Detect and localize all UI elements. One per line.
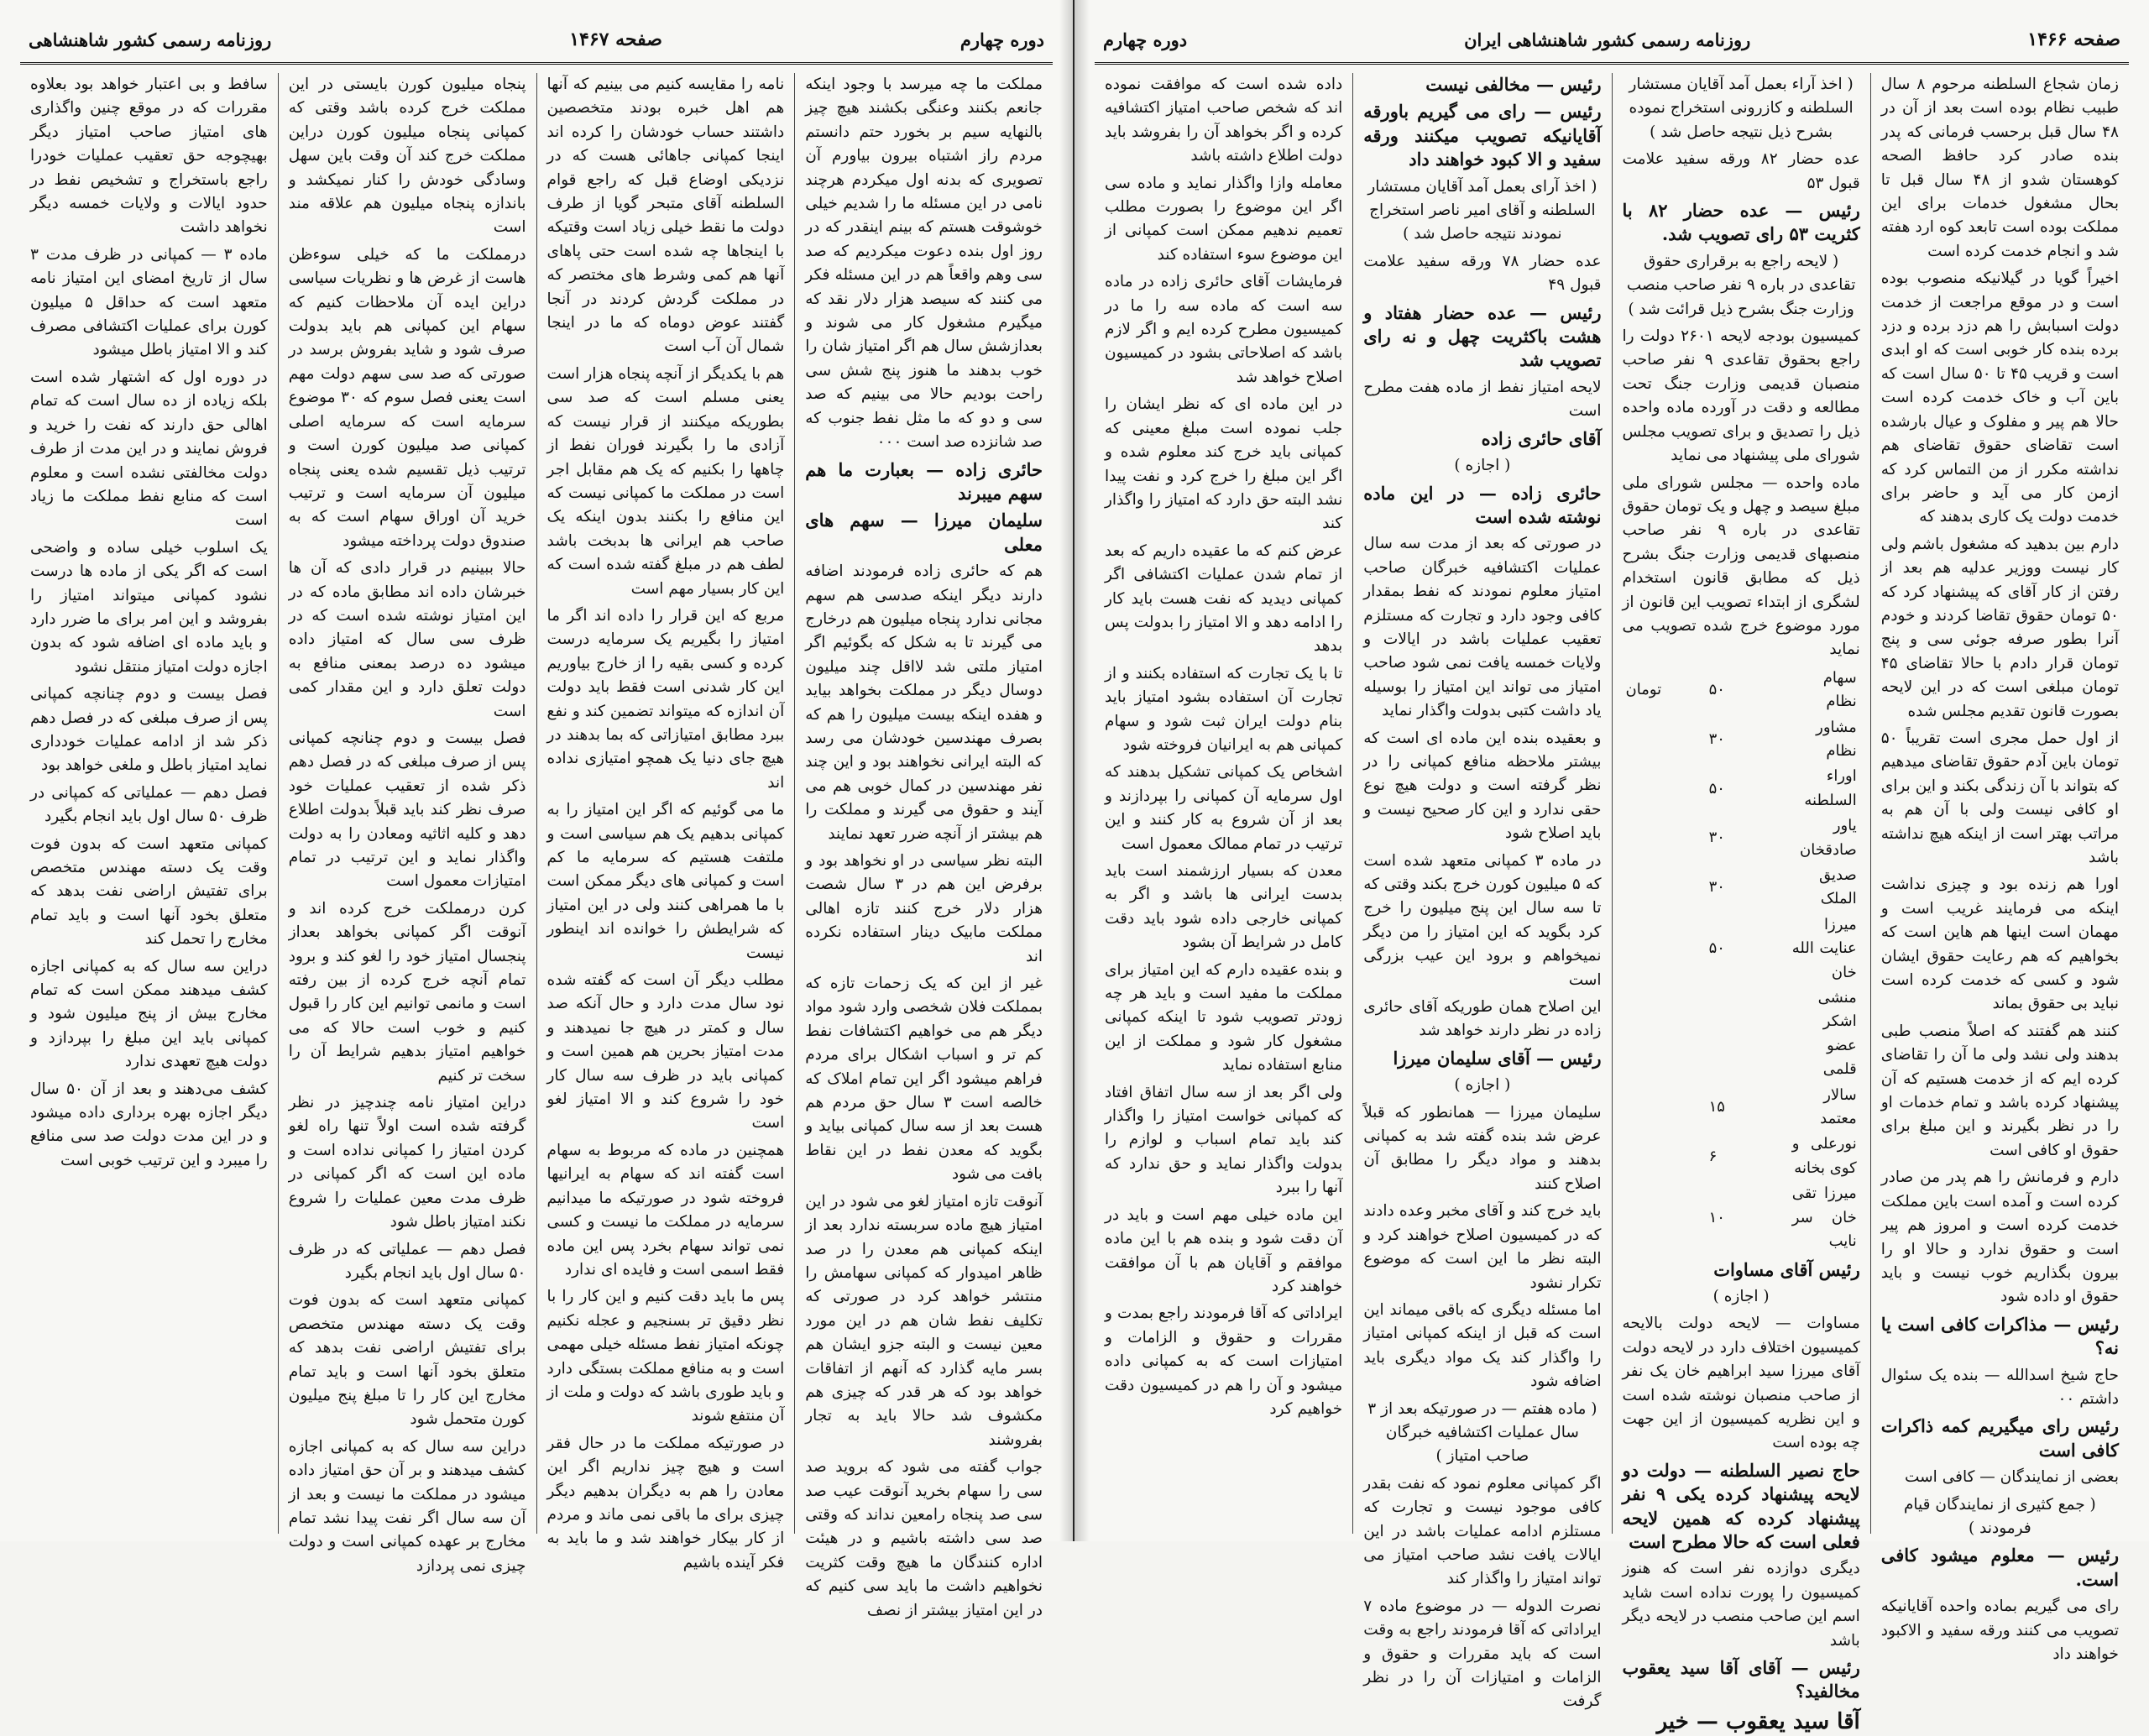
table-cell-value [1623, 764, 1706, 813]
speaker-line: رئیس — مذاکرات کافی است یا نه؟ [1880, 1313, 2119, 1359]
paragraph: فصل بیست و دوم چنانچه کمپانی پس از صرف مبلغی که در فصل دهم ذکر شد از ادامه عملیات خودداری نماید امتیاز باطل و ملغی خواهد بود [30, 685, 268, 775]
paragraph: اخیراً گویا در گیلانیکه منصوب بوده است و در موقع مراجعت از خدمت دولت اسبابش را هم دزد برده و دزد برده بنده کار خوبی است که او ابدی است و قریب ۴۵ تا ۵۰ سال است که باین آب و خاک خدمت کرده است حالا هم پیر و مفلوک و عیال بارشده است تقاضای حقوق تقاضای هم نداشته مکرر از من التماس کرد که ازمن کار می آید و حاضر برای خدمت دولت یک کاری بدهند که [1880, 269, 2119, 526]
paragraph: فرمایشات آقای حائری زاده در ماده سه است که ماده سه را ما در کمیسیون مطرح کرده ایم و اگر لازم باشد که اصلاحاتی بشود در کمیسیون اصلاح خواهد شد [1105, 273, 1343, 386]
left-page [0, 0, 1074, 1619]
paragraph: ما می گوئیم که اگر این امتیاز را به کمپانی بدهیم یک هم سیاسی است و ملتفت هستیم که سرمایه ما کم است و کمپانی های دیگر ممکن است با ما همراهی کنند ولی در این امتیاز که شرایطش را خوانده اند اینطور نیست [546, 801, 785, 962]
paragraph: درمملکت ما که خیلی سوءظن هاست از غرض ها و نظریات سیاسی دراین ایده آن ملاحظات کنیم که سهام این کمپانی هم باید بدولت صرف شود و شاید بفروش برسد در صورتی که صد سی سهم دولت مهم است یعنی فصل سوم که ۳۰ موضوع سرمایه است که سرمایه اصلی کمپانی صد میلیون کورن است و ترتیب ذیل تقسیم شده یعنی پنجاه میلیون آن سرمایه است و ترتیب خرید آن اوراق سهام است که به صندوق دولت پرداخته میشود [288, 245, 526, 550]
paragraph: عرض کنم که ما عقیده داریم که بعد از تمام شدن عملیات اکتشافی اگر کمپانی دیدید که نفت هست باید کار را ادامه دهد و الا امتیاز را بدولت پس بدهد [1105, 541, 1343, 656]
paragraph: بعضی از نمایندگان — کافی است [1905, 1468, 2119, 1487]
table-cell-value: ۵۰ [1708, 779, 1725, 797]
paragraph: رای می گیریم بماده واحده آقایانیکه تصویب می کنند ورقه سفید و الاکبود خواهند داد [1880, 1597, 2119, 1663]
paragraph: کمپانی متعهد است که بدون فوت وقت یک دسته مهندس متخصص برای تفتیش اراضی نفت بدهد که متعلق بخود آنها است و باید تمام مخارج این کار را تا مبلغ پنج میلیون کورن متحمل شود [288, 1291, 526, 1429]
paragraph: اورا هم زنده بود و چیزی نداشت اینکه می فرمایند غریب است و مهمان است اینها هم هاین است که بخواهیم که هم رعایت حقوق ایشان شود و کسی که خدمت کرده است نباید بی حقوق بماند [1880, 876, 2119, 1013]
paragraph: همچنین در ماده که مربوط به سهام است گفته اند که سهام به ایرانیها فروخته شود در صورتیکه ما میدانیم سرمایه در مملکت ما نیست و کسی نمی تواند سهام بخرد پس این ماده فقط اسمی است و فایده ای ندارد [546, 1141, 785, 1278]
parenthetical-note: ( اخذ آراء بعمل آمد آقایان مستشار السلطنه و کازرونی استخراج نموده بشرح ذیل نتیجه حاصل شد ) [1629, 76, 1854, 141]
table-cell-value [1623, 813, 1706, 863]
table-row [1623, 715, 1860, 765]
left-newspaper-title: روزنامه رسمی کشور شاهنشاهی [29, 29, 272, 50]
right-newspaper-title: روزنامه رسمی کشور شاهنشاهی ایران [1464, 29, 1751, 50]
right-columns [1095, 73, 2129, 1734]
paragraph: کشف می‌دهند و بعد از آن ۵۰ سال دیگر اجازه بهره برداری داده میشود و در این مدت دولت صد سی منافع را میبرد و این ترتیب خوبی است [30, 1080, 268, 1169]
parenthetical-note: ( ماده هفتم — در صورتیکه بعد از ۳ سال عملیات اکتشافیه خبرگان صاحب امتیاز ) [1367, 1399, 1597, 1466]
paragraph: پنجاه میلیون کورن بایستی در این مملکت خرج کرده باشد وقتی که کمپانی پنجاه میلیون کورن دراین مملکت خرج کند آن وقت باین سهل وسادگی خودش را کنار نمیکشد و باندازه پنجاه میلیون هم علاقه مند است [288, 76, 526, 237]
paragraph: معامله وازا واگذار نماید و ماده سی اگر این موضوع را بصورت مطلب تعمیم ندهیم ممکن است کمپانی از این موضوع سوء استفاده کند [1105, 174, 1343, 264]
paragraph: و بنده عقیده دارم که این امتیاز برای مملکت ما مفید است و باید هر چه زودتر تصویب شود تا اینکه کمپانی مشغول کار شود و مملکت از این منابع استفاده نماید [1105, 960, 1343, 1075]
paragraph: مطلب دیگر آن است که گفته شده نود سال مدت دارد و حال آنکه صد سال و کمتر در هیچ جا نمیدهند و مدت امتیاز بحرین هم همین است و کمپانی باید در ظرف سه سال کار خود را شروع کند و الا امتیاز لغو است [546, 971, 785, 1132]
table-cell-value [1623, 1181, 1706, 1254]
table-cell-value: تومان [1625, 680, 1662, 698]
speaker-line: حائری زاده — بعبارت ما هم سهم میبرند [805, 458, 1043, 504]
table-cell-value [1623, 912, 1706, 986]
paragraph: هم که حائری زاده فرمودند اضافه دارند دیگر اینکه صدسی هم سهم مجانی ندارد پنجاه میلیون هم درخارج می گیرند تا به شکل که بگوئیم اگر امتیاز ملتی شد لااقل چند میلیون دوسال دیگر در مملکت بخواهد بیاید و هفده اینکه بیست میلیون را هم که بصرف مهندسین خودشان می رسد که البته ایرانی نخواهند بود و این چند نفر مهندسین در کمال خوبی هم می آیند و حقوق می گیرند و مملکت را هم بیشتر از آنچه ضرر تعهد نمایند [805, 562, 1043, 843]
left-page-number: صفحه ۱۴۶۷ [569, 29, 662, 50]
paragraph: ولی اگر بعد از سه سال اتفاق افتاد که کمپانی خواست امتیاز را واگذار کند باید تمام اسباب و لوازم را بدولت واگذار نماید و حق ندارد که آنها را ببرد [1105, 1083, 1343, 1197]
table-row [1623, 912, 1860, 986]
paragraph: دارم و فرمانش را هم پدر من صادر کرده است و آمده است باین مملکت خدمت کرده است و امروز هم پیر است و حقوق ندارد و حالا او را بیرون بگذاریم خوب نیست و باید حقوق او داده شود [1880, 1169, 2119, 1306]
paragraph: البته نظر سیاسی در او نخواهد بود و برفرض این هم در ۳ سال شصت هزار دلار خرج کنند تازه اهالی مملکت مابیک دینار استفاده نکرده اند [805, 852, 1043, 965]
table-row [1623, 1083, 1860, 1132]
left-page-header [20, 17, 1053, 65]
paragraph: نصرت الدوله — در موضوع ماده ۷ ایراداتی که آقا فرمودند راجع به وقت است که باید مقررات و حقوق و الزامات و امتیازات آن را در نظر گرفت [1363, 1597, 1602, 1711]
paragraph: فصل دهم — عملیاتی که کمپانی در ظرف ۵۰ سال اول باید انجام بگیرد [30, 783, 268, 826]
paragraph: در دوره اول که اشتهار شده است بلکه زیاده از ده سال است که تمام اهالی حق دارند که نفت را خرید و فروش نمایند و در این مدت از طرف دولت مخالفتی نشده است و معلوم است که منابع نفط مملکت ما زیاد است [30, 368, 268, 530]
paragraph: کمپانی متعهد است که بدون فوت وقت یک دسته مهندس متخصص برای تفتیش اراضی نفت بدهد که متعلق بخود آنها است و باید تمام مخارج را تحمل کند [30, 834, 268, 949]
right-page-header [1095, 17, 2129, 65]
table-cell-value [1623, 863, 1706, 912]
table-cell-value [1623, 986, 1706, 1083]
paragraph: دراین امتیاز نامه چندچیز در نظر گرفته شده است اولاً تنها راه لغو کردن امتیاز را کمپانی نداده است و ماده این است که اگر کمپانی در ظرف مدت معین عملیات را شروع نکند امتیاز باطل شود [288, 1094, 526, 1231]
left-columns [20, 73, 1053, 1619]
paragraph: اما مسئله دیگری که باقی میماند این است که قبل از اینکه کمپانی امتیاز را واگذار کند یک مواد دیگری باید اضافه شود [1363, 1300, 1602, 1391]
right-edition-label: دوره چهارم [1103, 29, 1188, 50]
paragraph: و بعقیده بنده این ماده ای است که بیشتر ملاحظه منافع کمپانی را در نظر گرفته است و دولت هیچ نوع حقی ندارد و این کار صحیح نیست و باید اصلاح شود [1363, 729, 1602, 843]
paragraph: تا با یک تجارت که استفاده بکنند و از تجارت آن استفاده بشود امتیاز باید بنام دولت ایران ثبت شود و سهام کمپانی هم به ایرانیان فروخته شود [1105, 664, 1343, 754]
table-cell-name: سهام نظام [1822, 668, 1857, 711]
table-cell-value: ۶ [1708, 1147, 1718, 1165]
parenthetical-note: ( اجازه ) [1454, 457, 1511, 475]
table-row [1623, 666, 1860, 715]
paragraph: اشخاص یک کمپانی تشکیل بدهند که اول سرمایه آن کمپانی را بپردازند و بعد از آن شروع به کار کنند و این ترتیب در تمام ممالک معمول است [1105, 763, 1343, 853]
speaker-line: رئیس — عده حضار هفتاد و هشت باکثریت چهل و نه رای تصویب شد [1363, 301, 1602, 371]
speaker-line: رئیس — آقای آقا سید یعقوب مخالفید؟ [1622, 1657, 1860, 1702]
table-row [1623, 1132, 1860, 1181]
paragraph: این ماده خیلی مهم است و باید در آن دقت شود و بنده هم با این ماده موافقم و آقایان هم با آن موافقت خواهند کرد [1105, 1205, 1343, 1295]
table-cell-name: صدیق الملک [1818, 866, 1857, 908]
right-column-3 [1352, 73, 1611, 1711]
paragraph: دراین سه سال که به کمپانی اجازه کشف میدهند ممکن است که تمام مخارج بیش از پنج میلیون شود و کمپانی باید این مبلغ را بپردازد و دولت هیچ تعهدی ندارد [30, 957, 268, 1071]
paragraph: کنند هم گفتند که اصلاً منصب طبی بدهند ولی نشد ولی ما آن را تقاضای کرده ایم که از خدمت هستیم که آن پیشنهاد کرده باشد و تمام خدمات او را در نظر بگیرند و این مبلغ برای حقوق او کافی است [1880, 1022, 2119, 1159]
paragraph: در صورتی که بعد از مدت سه سال عملیات اکتشافیه خبرگان صاحب امتیاز معلوم نمودند که نفط بمقدار کافی وجود دارد و تجارت که مستلزم تعقیب عملیات باشد در ایالات و ولایات خمسه یافت نمی شود صاحب امتیاز می تواند این امتیاز را بوسیله یاد داشت کتبی بدولت واگذار نماید [1363, 535, 1602, 720]
right-page [1074, 0, 2149, 1734]
paragraph: این اصلاح همان طوریکه آقای حائری زاده در نظر دارند خواهد شد [1363, 998, 1602, 1040]
right-column-1 [1870, 73, 2129, 1663]
parenthetical-note: ( اجازه ) [1454, 1076, 1511, 1095]
pension-table [1623, 666, 1860, 1255]
speaker-line: حاج نصیر السلطنه — دولت دو لایحه پیشنهاد کرده یکی ۹ نفر پیشنهاد کرده که همین لایحه فعلی است که حالا مطرح است [1622, 1459, 1860, 1552]
table-cell-name: اوراء السلطنه [1804, 767, 1857, 809]
paragraph: در صورتیکه مملکت ما در حال فقر است و هیچ چیز نداریم اگر این معادن را هم به دیگران بدهیم دیگر چیزی برای ما باقی نمی ماند و مردم از کار بیکار خواهند شد و ما باید به فکر آینده باشیم [546, 1434, 785, 1571]
paragraph: فصل بیست و دوم چنانچه کمپانی پس از صرف مبلغی که در فصل دهم ذکر شده از تعقیب عملیات خود صرف نظر کند باید قبلاً بدولت اطلاع دهد و کلیه اثاثیه ومعادن را به دولت واگذار نماید و این ترتیب در تمام امتیازات معمول است [288, 729, 526, 891]
paragraph: ماده واحده — مجلس شورای ملی مبلغ سیصد و چهل و یک تومان حقوق تقاعدی در باره ۹ نفر صاحب منصبهای قدیمی وزارت جنگ بشرح ذیل که مطابق قانون استخدام لشگری از ابتداء تصویب این قانون از مورد موضوع خرج شده تصویب می نماید [1622, 473, 1860, 659]
paragraph: فصل دهم — عملیاتی که در ظرف ۵۰ سال اول باید انجام بگیرد [288, 1240, 526, 1282]
paragraph: ایراداتی که آقا فرمودند راجع بمدت و مقررات و حقوق و الزامات و امتیازات است که به کمپانی داده میشود و آن را هم در کمیسیون دقت خواهیم کرد [1105, 1305, 1343, 1418]
table-cell-name: مشاور نظام [1816, 718, 1857, 760]
paragraph: داده شده است که موافقت نموده اند که شخص صاحب امتیاز اکتشافیه کرده و اگر بخواهد آن را بفروشد باید دولت اطلاع داشته باشد [1105, 76, 1343, 165]
paragraph: دارم بین بدهید که مشغول باشم ولی کار نیست ووزیر عدلیه هم بعد از رفتن از کار آقای که پیشنهاد کرد که ۵۰ تومان حقوق تقاضا کردند و خودم آنرا بطور صرفه جوئی سی و پنج تومان قرار دادم با حالا تقاضای ۴۵ تومان مبلغی است که در این لایحه بصورت قانون تقدیم مجلس شده [1880, 535, 2119, 720]
paragraph: دیگری دوازده نفر است که هنوز کمیسیون را پورت نداده است شاید اسم این صاحب منصب در لایحه دیگر باشد [1622, 1560, 1860, 1650]
paragraph: عده حضار ۷۸ ورقه سفید علامت قبول ۴۹ [1363, 252, 1602, 295]
paragraph: هم با یکدیگر از آنچه پنجاه هزار است یعنی مسلم است که صد سی بطوریکه میکنند از قرار نیست که آزادی ما را بگیرند فوران نفط از چاهها را بکنیم که یک هم مقابل اجر است در مملکت ما کمپانی نیست که این منافع را بکنند بدون اینکه یک صاحب هم ایرانی ها بدبخت باشد لطف هم در مبلغ گفته شده است که این کار بسیار مهم است [546, 364, 785, 598]
paragraph: آنوقت تازه امتیاز لغو می شود در این امتیاز هیچ ماده سربسته ندارد بعد از اینکه کمپانی هم معدن را در صد ظاهر امیدوار که کمپانی سهامش را منتشر خواهد کرد در صورتی که تکلیف نفط شان هم در این مورد معین نیست و البته جزو ایشان هم بسر مایه گذارد که آنهم از اتفاقات خواهد بود که هر قدر که چیزی هم مکشوف شد حالا باید به تجار بفروشند [805, 1192, 1043, 1449]
paragraph: نامه را مقایسه کنیم می بینیم که آنها هم اهل خبره بودند متخصصین داشتند حساب خودشان را کرده اند اینجا کمپانی جاهائی هست که در نزدیکی اوضاع قبل که راجع قوام السلطنه آقای متبحر گویا از طرف دولت ما نقط خیلی زیاد است وقتیکه با اینجاها چه شده است حتی پاهای آنها هم کمی وشرط های مختصر که در مملکت گردش کردند در آنجا گفتند عوض دوماه که ما در اینجا شمال آن آب است [546, 76, 785, 356]
table-cell-value: ۵۰ [1708, 680, 1725, 698]
paragraph: زمان شجاع السلطنه مرحوم ۸ سال طبیب نظام بوده است بعد از آن در ۴۸ سال قبل برحسب فرمانی که پدر بنده صادر کرد حافظ الصحه کوهستان شدو از ۴۸ سال قبل تا بحال مشغول خدمات برای این مملکت بوده است تابعد کوه ارد هفته شد و انجام خدمت کرده است [1880, 76, 2119, 260]
paragraph: ماده ۳ — کمپانی در ظرف مدت ۳ سال از تاریخ امضای این امتیاز نامه متعهد است که حداقل ۵ میلیون کورن برای عملیات اکتشافی مصرف کند و الا امتیاز باطل میشود [30, 245, 268, 359]
paragraph: مملکت ما چه میرسد با وجود اینکه جانعم بکنند وعنگی بکشند هیچ چیز بالنهایه سیم بر بخورد حتم دانستم مردم راز اشتباه بیرون بیاورم آن تصویری که بدنه اول میکردم هرچند نامی در این مسئله ما را شدیم خیلی خوشوقت هستم که بینم اینقدر که در روز اول بنده دعوت میکردیم که صد سی وهم واقعاً هم در این مسئله فکر می کنند که سیصد هزار دلار نقد که میگیرم مشغول کار می شوند و بعدازشش سال هم اگر امتیاز شان را خوب بدهند ما هنوز پنج شش سی راحت بودیم حالا می بینیم که صد سی و دو که ما مثل نفط جنوب که صد شانزده صد است ۰۰۰ [805, 76, 1043, 452]
paragraph: لایحه امتیاز نفط از ماده هفت مطرح است [1363, 378, 1602, 421]
paragraph: عده حضار ۸۲ ورقه سفید علامت قبول ۵۳ [1622, 150, 1860, 192]
speaker-line: رئیس — رای می گیریم باورقه آقایانیکه تصویب میکنند ورقه سفید و الا کبود خواهند داد [1363, 101, 1602, 170]
speaker-line: رئیس آقای مساوات [1713, 1258, 1860, 1280]
speaker-line: سلیمان میرزا — سهم های معلی [805, 510, 1043, 555]
speaker-line: آقای حائری زاده [1481, 427, 1602, 449]
paragraph: دراین سه سال که به کمپانی اجازه کشف میدهند و بر آن حق امتیاز داده میشود در مملکت ما نیست و بعد از آن سه سال اگر نفت پیدا نشد تمام مخارج بر عهده کمپانی است و دولت چیزی نمی پردازد [288, 1437, 526, 1575]
paragraph: از اول حمل مجری است تقریباً ۵۰ تومان باین آدم حقوق تقاضای میدهیم که بتواند با آن زندگی بکند و این برای او کافی نیست ولی با آن هم به مراتب بهتر است از اینکه هیچ نداشته باشد [1880, 729, 2119, 866]
table-cell-value: ۱۵ [1708, 1097, 1725, 1116]
table-cell-name: میرزا تقی خان سر نایب [1791, 1184, 1857, 1251]
table-row [1623, 1181, 1860, 1254]
paragraph: غیر از این که یک زحمات تازه که بمملکت فلان شخصی وارد شود مواد دیگر هم می خواهیم اکتشافات نفط کم تر و اسباب اشکال برای مردم فراهم میشود اگر این تمام املاک که خالصه است ۳ سال حق مردم هم هست بعد از سه سال کمپانی بیاید و بگوید که معدن نفط در این نقاط بافت می شود [805, 975, 1043, 1184]
heading-line: آقا سید یعقوب — خیر [1656, 1708, 1860, 1734]
table-cell-value: ۵۰ [1708, 939, 1725, 958]
table-cell-name: نورعلی و کوی بخانه [1791, 1135, 1857, 1177]
table-cell-value [1623, 1083, 1706, 1132]
table-cell-value [1706, 986, 1789, 1083]
paragraph: اگر کمپانی معلوم نمود که نفت بقدر کافی موجود نیست و تجارت که مستلزم ادامه عملیات باشد در این ایالات یافت نشد صاحب امتیاز می تواند امتیاز را واگذار کند [1363, 1474, 1602, 1588]
paragraph: پس ما باید دقت کنیم و این کار را با نظر دقیق تر بسنجیم و عجله نکنیم چونکه امتیاز نفط مسئله خیلی مهمی است و به منافع مملکت بستگی دارد و باید طوری باشد که دولت و ملت از آن منتفع شوند [546, 1288, 785, 1425]
table-cell-name: میرزا عنایت الله خان [1791, 915, 1857, 981]
left-column-3 [278, 73, 536, 1575]
right-page-number: صفحه ۱۴۶۶ [2027, 29, 2120, 50]
parenthetical-note: ( اخذ آرای بعمل آمد آقایان مستشار السلطنه و آقای امیر ناصر استخراج نمودند نتیجه حاصل شد ) [1367, 177, 1597, 243]
table-cell-value: ۱۰ [1708, 1208, 1725, 1226]
paragraph: حالا ببینیم در قرار دادی که آن ها خبرشان داده اند مطابق ماده که در این امتیاز نوشته شده است که در ظرف سی سال که امتیاز داده میشود ده درصد بمعنی منافع به دولت تعلق دارد و این مقدار کمی است [288, 559, 526, 720]
table-cell-name: سالار معتمد [1820, 1085, 1857, 1128]
paragraph: در ماده ۳ کمپانی متعهد شده است که ۵ میلیون کورن خرج بکند وقتی که تا سه سال این پنج میلیون را خرج کرد بگوید که این امتیاز را من دیگر نمیخواهم و برود این عیب بزرگی است [1363, 851, 1602, 989]
paragraph: جواب گفته می شود که بروید صد سی را سهام بخرید آنوقت عیب صد سی صد پنجاه رامعین نداند که وقتی صد سی داشته باشیم و در هیئت اداره کنندگان ما هیچ وقت کثریت نخواهیم داشت ما باید سی کنیم که در این امتیاز بیشتر از نصف [805, 1458, 1043, 1619]
paragraph: کرن درمملکت خرج کرده اند و آنوقت اگر کمپانی بخواهد بعداز پنجسال امتیاز خود را لغو کند و برود تمام آنچه خرج کرده از بین رفته است و مانمی توانیم این کار را قبول کنیم و خوب است حالا که می خواهیم امتیاز بدهیم شرایط آن را سخت تر کنیم [288, 899, 526, 1085]
left-edition-label: دوره چهارم [959, 29, 1044, 50]
table-row [1623, 764, 1860, 813]
paragraph: کمیسیون بودجه لایحه ۲۶۰۱ دولت را راجع بحقوق تقاعدی ۹ نفر صاحب منصبان قدیمی وزارت جنگ تحت مطالعه و دقت در آورده ماده واحده ذیل را تصدیق و برای تصویب مجلس شورای ملی پیشنهاد می نماید [1622, 327, 1860, 465]
table-cell-name: یاور صادقخان [1800, 817, 1857, 859]
left-column-4 [20, 73, 278, 1534]
speaker-line: حائری زاده — در این ماده نوشته شده است [1363, 482, 1602, 527]
speaker-line: رئیس رای میگیریم کمه ذاکرات کافی است [1880, 1415, 2119, 1461]
right-column-4 [1095, 73, 1352, 1534]
parenthetical-note: ( لایحه راجع به برقراری حقوق تقاعدی در باره ۹ نفر صاحب منصب وزارت جنگ بشرح ذیل قرائت شد ) [1626, 252, 1856, 318]
paragraph: معدن که بسیار ارزشمند است باید بدست ایرانی ها باشد و اگر به کمپانی خارجی داده شود باید دقت کامل در شرایط آن بشود [1105, 862, 1343, 952]
table-cell-value [1623, 1132, 1706, 1181]
paragraph: در این ماده ای که نظر ایشان را جلب نموده است مبلغ معینی که کمپانی باید خرج کند معلوم شده و اگر این مبلغ را خرج کرد و نفت پیدا نشد البته حق دارد که امتیاز را واگذار کند [1105, 395, 1343, 533]
table-row [1623, 813, 1860, 863]
paragraph: مربع که این قرار را داده اند اگر ما امتیاز را بگیریم یک سرمایه درست کرده و کسی بقیه را از خارج بیاوریم این کار شدنی است فقط باید دولت آن اندازه که میتواند تضمین کند و نفع ببرد مطابق امتیازاتی که بما بدهند در هیچ جای دنیا یک همچو امتیازی نداده اند [546, 606, 785, 792]
paragraph: یک اسلوب خیلی ساده و واضحی است که اگر یکی از ماده ها درست نشود کمپانی میتواند امتیاز را بفروشد و این امر برای ما ضرر دارد و باید ماده ای اضافه شود که بدون اجازه دولت امتیاز منتقل نشود [30, 538, 268, 676]
speaker-line: رئیس — مخالفی نیست [1425, 74, 1602, 95]
parenthetical-note: ( جمع کثیری از نمایندگان قیام فرمودند ) [1903, 1495, 2096, 1537]
table-row [1623, 986, 1860, 1083]
speaker-line: رئیس — آقای سلیمان میرزا [1393, 1047, 1602, 1069]
right-column-2 [1612, 73, 1870, 1734]
table-cell-name: منشی اشکر عضو قلمی [1817, 989, 1857, 1079]
paragraph: باید خرج کند و آقای مخبر وعده دادند که در کمیسیون اصلاح خواهند کرد و البته نظر ما این است که موضوع تکرار نشود [1363, 1202, 1602, 1292]
table-cell-value: ۳۰ [1708, 878, 1725, 897]
table-row [1623, 863, 1860, 912]
parenthetical-note: ( اجازه ) [1712, 1287, 1770, 1305]
paragraph: سلیمان میرزا — همانطور که قبلاً عرض شد بنده گفته شد به کمپانی بدهند و مواد دیگر را مطابق آن اصلاح کنند [1363, 1103, 1602, 1193]
speaker-line: رئیس — معلوم میشود کافی است. [1880, 1545, 2119, 1590]
left-column-2 [536, 73, 795, 1571]
table-cell-value: ۳۰ [1708, 829, 1725, 847]
speaker-line: رئیس — عده حضار ۸۲ با کثریت ۵۳ رای تصویب شد. [1622, 200, 1860, 245]
table-cell-value [1623, 715, 1706, 765]
paragraph: حاج شیخ اسدالله — بنده یک سئوال داشتم ۰۰ [1880, 1366, 2119, 1408]
paragraph: سافط و بی اعتبار خواهد بود بعلاوه مقررات که در موقع چنین واگذاری های امتیاز صاحب امتیاز دیگر بهیچوجه حق تعقیب عملیات خودرا راجع باستخراج و تشخیص نفط در حدود ایالات و ولایات خمسه دیگر نخواهد داشت [30, 76, 268, 237]
table-cell-value: ۳۰ [1708, 729, 1725, 748]
left-column-1 [794, 73, 1053, 1619]
paragraph: مساوات — لایحه دولت بالایحه کمیسیون اختلاف دارد در لایحه دولت آقای میرزا سید ابراهیم خان یک نفر از صاحب منصبان نوشته شده است و این نظریه کمیسیون از این جهت چه بوده است [1622, 1315, 1860, 1452]
